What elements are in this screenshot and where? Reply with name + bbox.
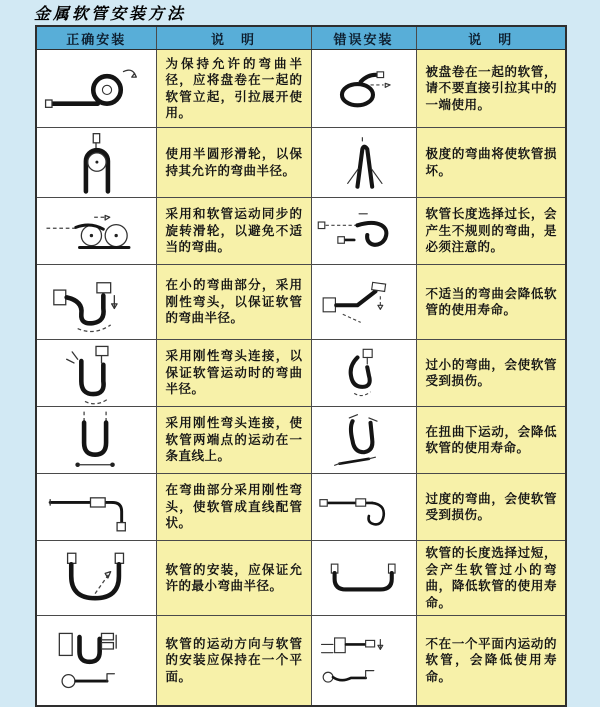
- correct-description-cell: 软管的安装，应保证允许的最小弯曲半径。: [156, 541, 311, 616]
- wrong-image-cell: [311, 616, 416, 706]
- wrong-image-cell: [311, 340, 416, 407]
- install-method-table: [35, 25, 567, 707]
- page-title: 金属软管安装方法: [34, 4, 187, 23]
- hose-semicircular-pulley-icon: [41, 130, 151, 196]
- correct-image-cell: [36, 198, 156, 265]
- wrong-image-cell: [311, 50, 416, 128]
- correct-description-cell: 采用刚性弯头连接，使软管两端点的运动在一条直线上。: [156, 407, 311, 474]
- wrong-image-cell: [311, 474, 416, 541]
- hose-same-plane-icon: [41, 627, 151, 693]
- hose-too-small-bend-icon: [315, 342, 413, 404]
- hose-too-short-icon: [315, 547, 413, 609]
- table-row: [36, 50, 566, 128]
- correct-description-cell: 在小的弯曲部分，采用刚性弯头，以保证软管的弯曲半径。: [156, 265, 311, 340]
- table-header-row: [36, 26, 566, 50]
- hose-min-bend-radius-icon: [41, 545, 151, 611]
- hose-twisted-motion-icon: [315, 409, 413, 471]
- table-row: [36, 265, 566, 340]
- wrong-description-cell: 被盘卷在一起的软管，请不要直接引拉其中的一端使用。: [416, 50, 566, 128]
- table-row: [36, 616, 566, 706]
- wrong-image-cell: [311, 407, 416, 474]
- header-description-correct: 说 明: [156, 26, 311, 50]
- wrong-description-cell: 不在一个平面内运动的软管，会降低使用寿命。: [416, 616, 566, 706]
- correct-description-cell: 为保持允许的弯曲半径，应将盘卷在一起的软管立起，引拉展开使用。: [156, 50, 311, 128]
- correct-description-cell: 采用刚性弯头连接，以保证软管运动时的弯曲半径。: [156, 340, 311, 407]
- hose-rigid-elbow-small-bend-icon: [41, 269, 151, 335]
- hose-too-long-loop-icon: [315, 200, 413, 262]
- wrong-image-cell: [311, 541, 416, 616]
- correct-image-cell: [36, 128, 156, 198]
- correct-image-cell: [36, 340, 156, 407]
- correct-description-cell: 采用和软管运动同步的旋转滑轮，以避免不适当的弯曲。: [156, 198, 311, 265]
- header-wrong-install: 错误安装: [311, 26, 416, 50]
- hose-coil-pulled-icon: [315, 58, 413, 120]
- wrong-description-cell: 软管长度选择过长，会产生不规则的弯曲，是必须注意的。: [416, 198, 566, 265]
- hose-different-plane-icon: [315, 629, 413, 691]
- table-row: [36, 474, 566, 541]
- correct-description-cell: 在弯曲部分采用刚性弯头，使软管成直线配管状。: [156, 474, 311, 541]
- hose-straight-piping-icon: [41, 474, 151, 540]
- table-row: [36, 541, 566, 616]
- header-correct-install: 正确安装: [36, 26, 156, 50]
- correct-description-cell: 使用半圆形滑轮，以保持其允许的弯曲半径。: [156, 128, 311, 198]
- correct-image-cell: [36, 541, 156, 616]
- correct-image-cell: [36, 50, 156, 128]
- wrong-description-cell: 极度的弯曲将使软管损坏。: [416, 128, 566, 198]
- header-description-wrong: 说 明: [416, 26, 566, 50]
- hose-endpoints-straight-line-icon: [41, 407, 151, 473]
- table-row: [36, 407, 566, 474]
- wrong-description-cell: 在扭曲下运动，会降低软管的使用寿命。: [416, 407, 566, 474]
- wrong-description-cell: 软管的长度选择过短，会产生软管过小的弯曲，降低软管的使用寿命。: [416, 541, 566, 616]
- correct-image-cell: [36, 407, 156, 474]
- correct-image-cell: [36, 474, 156, 541]
- hose-coil-unrolled-icon: [41, 56, 151, 122]
- correct-description-cell: 软管的运动方向与软管的安装应保持在一个平面。: [156, 616, 311, 706]
- hose-rotating-pulleys-icon: [41, 198, 151, 264]
- table-row: [36, 340, 566, 407]
- correct-image-cell: [36, 265, 156, 340]
- wrong-description-cell: 不适当的弯曲会降低软管的使用寿命。: [416, 265, 566, 340]
- table-row: [36, 198, 566, 265]
- hose-improper-bend-icon: [315, 271, 413, 333]
- hose-extreme-fold-icon: [315, 132, 413, 194]
- wrong-description-cell: 过度的弯曲，会使软管受到损伤。: [416, 474, 566, 541]
- wrong-image-cell: [311, 265, 416, 340]
- table-row: [36, 128, 566, 198]
- wrong-image-cell: [311, 128, 416, 198]
- hose-over-bend-icon: [315, 476, 413, 538]
- hose-rigid-elbow-motion-icon: [41, 340, 151, 406]
- wrong-description-cell: 过小的弯曲，会使软管受到损伤。: [416, 340, 566, 407]
- table-body: [36, 50, 566, 706]
- correct-image-cell: [36, 616, 156, 706]
- wrong-image-cell: [311, 198, 416, 265]
